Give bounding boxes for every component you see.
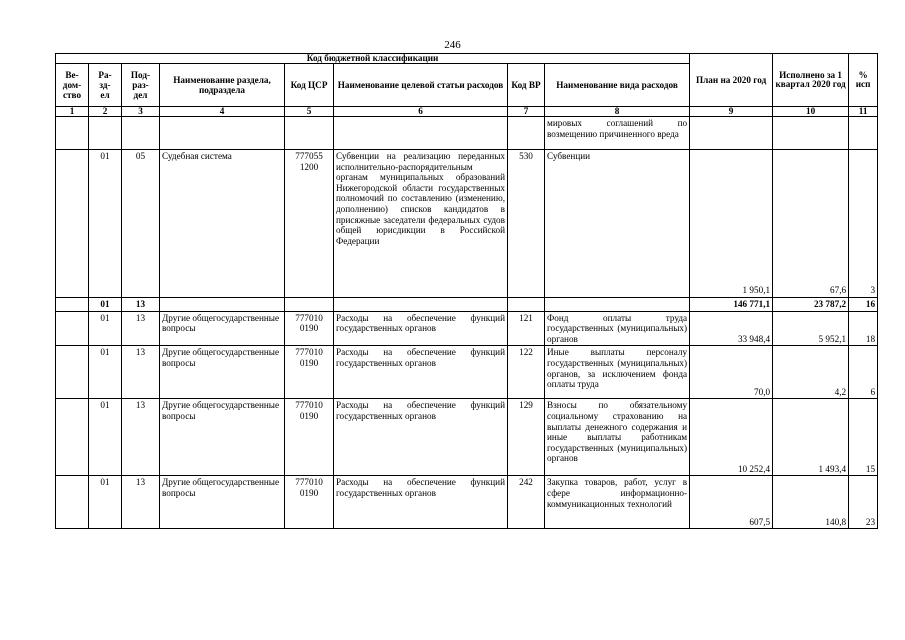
cell-vr <box>508 298 545 312</box>
cell-expense-type-name: Взносы по обязательному социальному страхованию на выплаты денежного содержания и иные выплаты работникам государственных (муниципальных) органов <box>545 399 690 476</box>
cell-ved <box>56 117 89 150</box>
cell-expense-type-name <box>545 298 690 312</box>
cell-target-name: Расходы на обеспечение функций государственных органов <box>334 476 508 529</box>
column-number: 4 <box>160 107 285 117</box>
cell-percent: 15 <box>849 399 878 476</box>
column-number: 10 <box>773 107 849 117</box>
cell-executed: 67,6 <box>773 150 849 298</box>
cell-razd: 01 <box>89 399 122 476</box>
cell-csr: 777010 0190 <box>285 399 334 476</box>
cell-csr: 777055 1200 <box>285 150 334 298</box>
cell-podr <box>122 117 160 150</box>
header-ved: Ве- дом- ство <box>56 64 89 107</box>
subtotal-row <box>56 298 878 312</box>
cell-target-name: Субвенции на реализацию переданных исполнительно-распорядительным органам муниципальных образований Нижегородской области государственных полномочий по составлению (изменению, дополнению) списков кандидатов в присяжные заседатели федеральных судов общей юрисдикции в Российской Федерации <box>334 150 508 298</box>
cell-razd: 01 <box>89 311 122 346</box>
table-row <box>56 150 878 298</box>
cell-plan: 1 950,1 <box>690 150 773 298</box>
cell-ved <box>56 346 89 399</box>
cell-expense-type-name: мировых соглашений по возмещению причиненного вреда <box>545 117 690 150</box>
cell-razd <box>89 117 122 150</box>
cell-executed: 4,2 <box>773 346 849 399</box>
cell-section-name <box>160 117 285 150</box>
cell-percent: 16 <box>849 298 878 312</box>
header-plan: План на 2020 год <box>690 54 773 107</box>
cell-podr: 05 <box>122 150 160 298</box>
header-executed: Исполнено за 1 квартал 2020 год <box>773 54 849 107</box>
cell-executed: 5 952,1 <box>773 311 849 346</box>
cell-vr: 122 <box>508 346 545 399</box>
cell-target-name <box>334 117 508 150</box>
cell-section-name: Другие общегосударственные вопросы <box>160 346 285 399</box>
cell-expense-type-name: Иные выплаты персоналу государственных (муниципальных) органов, за исключением фонда оплаты труда <box>545 346 690 399</box>
header-csr: Код ЦСР <box>285 64 334 107</box>
cell-executed <box>773 117 849 150</box>
cell-plan: 607,5 <box>690 476 773 529</box>
column-number: 6 <box>334 107 508 117</box>
cell-razd: 01 <box>89 150 122 298</box>
header-section-name: Наименование раздела, подраздела <box>160 64 285 107</box>
cell-expense-type-name: Субвенции <box>545 150 690 298</box>
header-group-row <box>56 54 878 64</box>
column-number: 3 <box>122 107 160 117</box>
column-number: 9 <box>690 107 773 117</box>
column-number: 2 <box>89 107 122 117</box>
cell-plan: 10 252,4 <box>690 399 773 476</box>
cell-podr: 13 <box>122 298 160 312</box>
cell-razd: 01 <box>89 476 122 529</box>
page-number: 246 <box>444 39 461 51</box>
cell-section-name: Судебная система <box>160 150 285 298</box>
cell-ved <box>56 311 89 346</box>
cell-percent <box>849 117 878 150</box>
cell-target-name: Расходы на обеспечение функций государственных органов <box>334 346 508 399</box>
cell-section-name: Другие общегосударственные вопросы <box>160 476 285 529</box>
column-number: 8 <box>545 107 690 117</box>
cell-vr: 242 <box>508 476 545 529</box>
cell-plan: 33 948,4 <box>690 311 773 346</box>
cell-vr: 530 <box>508 150 545 298</box>
table-row <box>56 399 878 476</box>
cell-podr: 13 <box>122 476 160 529</box>
cell-plan: 146 771,1 <box>690 298 773 312</box>
cell-vr: 129 <box>508 399 545 476</box>
header-vr: Код ВР <box>508 64 545 107</box>
cell-percent: 3 <box>849 150 878 298</box>
header-expense-type-name: Наименование вида расходов <box>545 64 690 107</box>
cell-target-name <box>334 298 508 312</box>
header-group-label: Код бюджетной классификации <box>56 54 690 64</box>
column-number: 5 <box>285 107 334 117</box>
cell-csr <box>285 117 334 150</box>
cell-csr: 777010 0190 <box>285 311 334 346</box>
cell-percent: 23 <box>849 476 878 529</box>
column-number: 7 <box>508 107 545 117</box>
cell-section-name: Другие общегосударственные вопросы <box>160 311 285 346</box>
cell-section-name: Другие общегосударственные вопросы <box>160 399 285 476</box>
table-row <box>56 117 878 150</box>
cell-executed: 23 787,2 <box>773 298 849 312</box>
cell-podr: 13 <box>122 311 160 346</box>
cell-expense-type-name: Закупка товаров, работ, услуг в сфере информационно-коммуникационных технологий <box>545 476 690 529</box>
cell-ved <box>56 298 89 312</box>
cell-ved <box>56 150 89 298</box>
cell-ved <box>56 399 89 476</box>
column-number: 11 <box>849 107 878 117</box>
header-podr: Под- раз- дел <box>122 64 160 107</box>
cell-vr: 121 <box>508 311 545 346</box>
column-number: 1 <box>56 107 89 117</box>
cell-csr <box>285 298 334 312</box>
cell-section-name <box>160 298 285 312</box>
column-numbers-row <box>56 107 878 117</box>
cell-percent: 6 <box>849 346 878 399</box>
cell-csr: 777010 0190 <box>285 476 334 529</box>
cell-executed: 140,8 <box>773 476 849 529</box>
cell-expense-type-name: Фонд оплаты труда государственных (муниципальных) органов <box>545 311 690 346</box>
header-razd: Ра- зд- ел <box>89 64 122 107</box>
cell-razd: 01 <box>89 298 122 312</box>
cell-csr: 777010 0190 <box>285 346 334 399</box>
cell-target-name: Расходы на обеспечение функций государственных органов <box>334 311 508 346</box>
header-target-name: Наименование целевой статьи расходов <box>334 64 508 107</box>
table-row <box>56 311 878 346</box>
cell-razd: 01 <box>89 346 122 399</box>
cell-executed: 1 493,4 <box>773 399 849 476</box>
cell-podr: 13 <box>122 346 160 399</box>
cell-percent: 18 <box>849 311 878 346</box>
cell-podr: 13 <box>122 399 160 476</box>
cell-ved <box>56 476 89 529</box>
cell-target-name: Расходы на обеспечение функций государственных органов <box>334 399 508 476</box>
cell-plan <box>690 117 773 150</box>
table-row <box>56 476 878 529</box>
header-percent: % исп <box>849 54 878 107</box>
cell-vr <box>508 117 545 150</box>
budget-table <box>55 53 878 529</box>
table-row <box>56 346 878 399</box>
cell-plan: 70,0 <box>690 346 773 399</box>
